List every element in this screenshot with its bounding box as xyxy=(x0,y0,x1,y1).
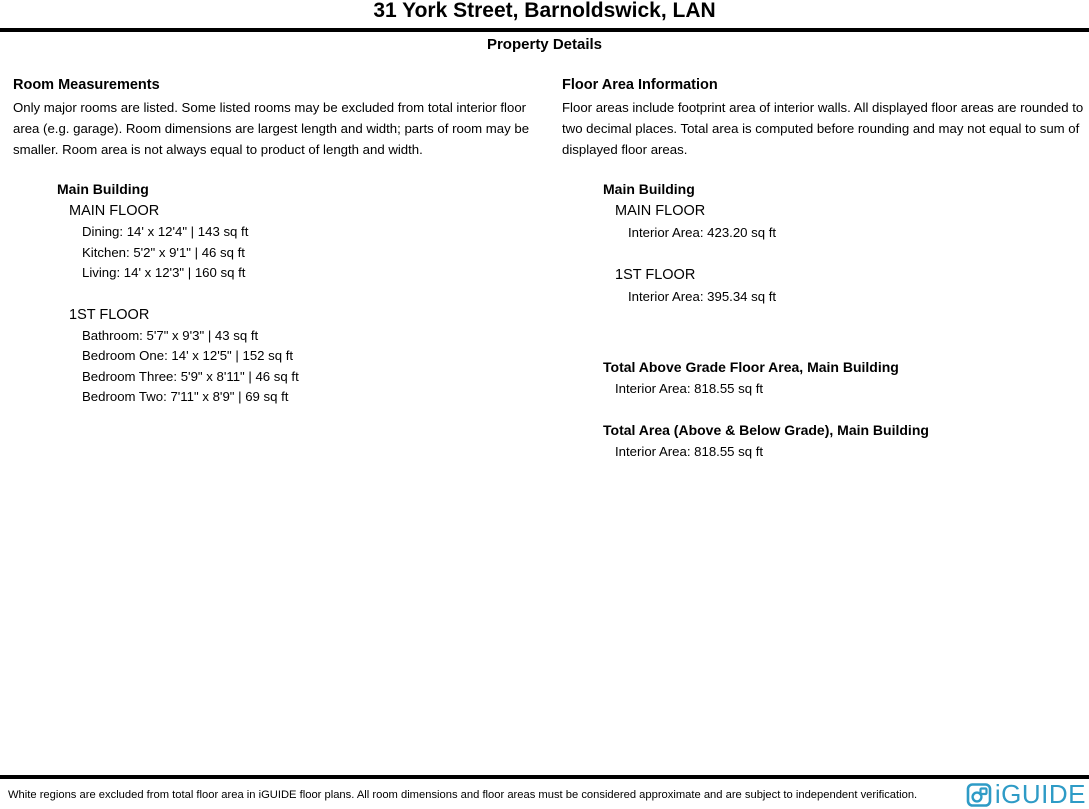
room-measurement: Bedroom Two: 7'11" x 8'9" | 69 sq ft xyxy=(82,389,289,404)
floor-area-heading: Floor Area Information xyxy=(562,77,718,93)
room-measurements-building xyxy=(57,179,547,408)
footer-disclaimer: White regions are excluded from total floor area in iGUIDE floor plans. All room dimensions and floor areas must be considered approximate and are subject to independent verification. xyxy=(8,789,918,801)
iguide-logo xyxy=(966,780,1086,808)
room-measurement: Bedroom One: 14' x 12'5" | 152 sq ft xyxy=(82,348,294,363)
floor-area-1st-floor xyxy=(603,265,1087,308)
interior-area-value: Interior Area: 423.20 sq ft xyxy=(628,225,777,240)
building-name: Main Building xyxy=(57,181,149,197)
floor-area-description: Floor areas include footprint area of interior walls. All displayed floor areas are rounded to two decimal places. Total area is computed before rounding and may not equal to sum of displayed floor areas. xyxy=(562,100,1084,157)
interior-area-value: Interior Area: 818.55 sq ft xyxy=(615,380,764,396)
room-measurement: Kitchen: 5'2" x 9'1" | 46 sq ft xyxy=(82,244,245,260)
floor-name: 1ST FLOOR xyxy=(69,306,150,323)
room-measurement: Bedroom Three: 5'9" x 8'11" | 46 sq ft xyxy=(82,368,299,384)
room-measurement: Bathroom: 5'7" x 9'3" | 43 sq ft xyxy=(82,327,259,343)
floor-area-section xyxy=(562,72,1087,462)
page-title: 31 York Street, Barnoldswick, LAN xyxy=(373,0,716,22)
totals-block xyxy=(603,357,1087,462)
floor-block-main-floor xyxy=(57,201,547,284)
iguide-camera-icon xyxy=(966,781,993,808)
floor-block-1st-floor xyxy=(57,305,547,408)
header-divider xyxy=(0,28,1089,32)
floor-name: MAIN FLOOR xyxy=(615,203,706,219)
footer-divider xyxy=(0,775,1089,779)
total-above-below-grade xyxy=(603,420,1087,462)
iguide-logo-text: iGUIDE xyxy=(994,779,1086,809)
total-heading: Total Area (Above & Below Grade), Main Building xyxy=(603,422,929,438)
room-measurement: Living: 14' x 12'3" | 160 sq ft xyxy=(82,265,246,280)
room-measurements-description: Only major rooms are listed. Some listed rooms may be excluded from total interior floor area (e.g. garage). Room dimensions are largest length and width; parts of room may be smaller. Room area is not always equal to product of length and width. xyxy=(13,100,530,157)
floor-area-building xyxy=(603,179,1087,307)
floor-area-main-floor xyxy=(603,201,1087,244)
page-subtitle: Property Details xyxy=(486,36,603,53)
floor-name: MAIN FLOOR xyxy=(69,203,160,219)
total-heading: Total Above Grade Floor Area, Main Building xyxy=(603,359,899,375)
interior-area-value: Interior Area: 395.34 sq ft xyxy=(628,288,777,304)
floor-name: 1ST FLOOR xyxy=(615,266,696,283)
room-measurements-section xyxy=(13,72,547,408)
total-above-grade xyxy=(603,357,1087,399)
interior-area-value: Interior Area: 818.55 sq ft xyxy=(615,443,764,459)
room-measurement: Dining: 14' x 12'4" | 143 sq ft xyxy=(82,224,249,239)
building-name: Main Building xyxy=(603,181,695,197)
room-measurements-heading: Room Measurements xyxy=(13,77,160,93)
